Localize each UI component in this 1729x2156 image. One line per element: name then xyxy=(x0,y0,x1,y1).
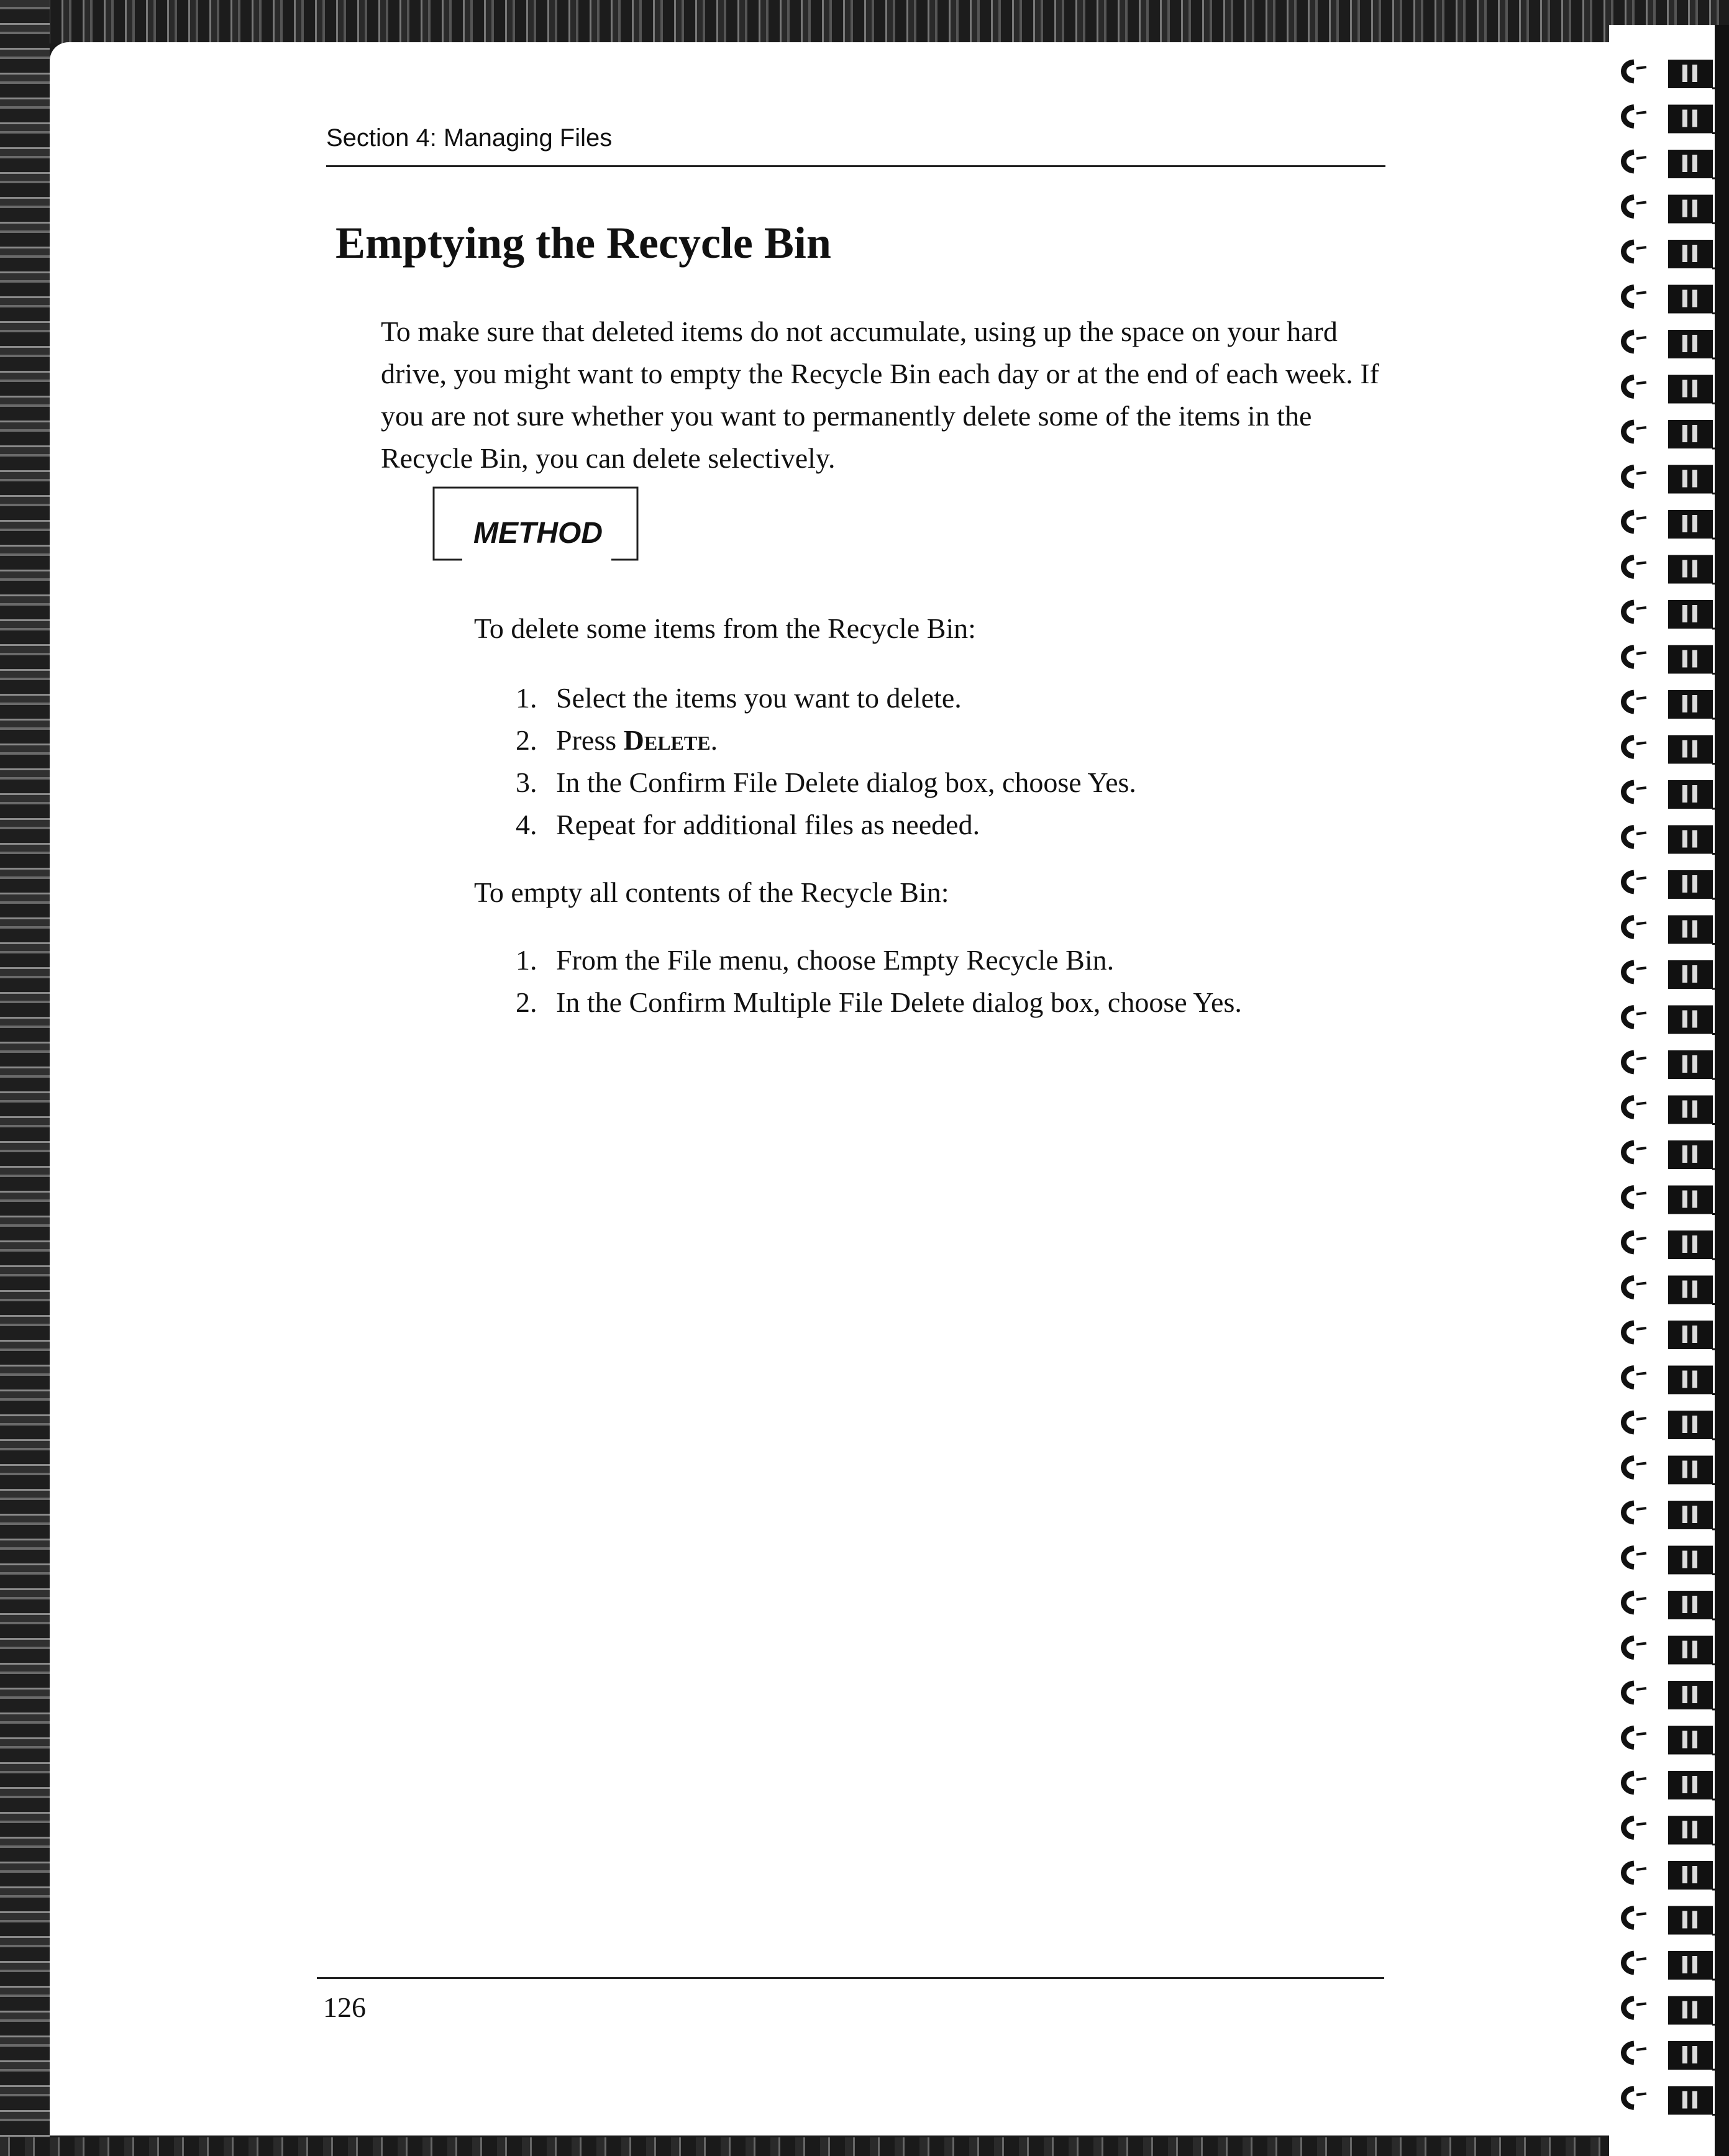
binding-coil-icon xyxy=(1624,510,1725,539)
binding-coil-icon xyxy=(1624,1456,1725,1485)
binding-coil-icon xyxy=(1624,1906,1725,1935)
binding-coil-icon xyxy=(1624,2041,1725,2070)
steps-empty-all xyxy=(516,939,1242,1024)
binding-coil-icon xyxy=(1624,1996,1725,2025)
scan-border-top xyxy=(0,0,1729,43)
page-title: Emptying the Recycle Bin xyxy=(335,218,831,268)
scan-border-left xyxy=(0,0,50,2156)
binding-coil-icon xyxy=(1624,420,1725,448)
binding-coil-icon xyxy=(1624,1140,1725,1169)
binding-coil-icon xyxy=(1624,1006,1725,1034)
list-item: 1. From the File menu, choose Empty Recycle Bin. xyxy=(516,944,1115,976)
binding-coil-icon xyxy=(1624,2086,1725,2115)
list-item: 3. In the Confirm File Delete dialog box, choose Yes. xyxy=(516,766,1136,798)
binding-coil-icon xyxy=(1624,1230,1725,1259)
procedure-lead-delete-some: To delete some items from the Recycle Bin: xyxy=(474,612,976,644)
binding-coil-icon xyxy=(1624,1186,1725,1214)
binding-coil-icon xyxy=(1624,1276,1725,1304)
binding-coil-icon xyxy=(1624,330,1725,358)
delete-key-label: Delete xyxy=(623,724,711,756)
intro-paragraph: To make sure that deleted items do not accumulate, using up the space on your hard drive, you might want to empty the Recycle Bin each day or at the end of each week. If you are not sure whether you want to permanently delete some of the items in the Recycle Bin, you can delete selectively. xyxy=(381,316,1379,474)
list-item: 2. In the Confirm Multiple File Delete dialog box, choose Yes. xyxy=(516,986,1242,1018)
binding-coil-icon xyxy=(1624,916,1725,944)
running-head: Section 4: Managing Files xyxy=(326,124,613,152)
binding-coil-icon xyxy=(1624,555,1725,584)
list-item: 1. Select the items you want to delete. xyxy=(516,682,962,714)
steps-delete-some xyxy=(516,677,1136,846)
list-item: 4. Repeat for additional files as needed. xyxy=(516,809,980,840)
binding-coil-icon xyxy=(1624,960,1725,989)
binding-coil-icon xyxy=(1624,150,1725,178)
page-number: 126 xyxy=(323,1991,366,2023)
binding-coil-icon xyxy=(1624,826,1725,854)
binding-coil-icon xyxy=(1624,1050,1725,1079)
footer-rule xyxy=(317,1977,1384,1979)
method-label: METHOD xyxy=(468,516,608,550)
binding-coil-icon xyxy=(1624,1816,1725,1845)
binding-coil-icon xyxy=(1624,1951,1725,1980)
binding-coil-icon xyxy=(1624,1591,1725,1619)
binding-coil-icon xyxy=(1624,780,1725,809)
binding-coil-icon xyxy=(1624,1861,1725,1890)
binding-coil-icon xyxy=(1624,465,1725,494)
binding-coil-icon xyxy=(1624,690,1725,719)
binding-coil-icon xyxy=(1624,1681,1725,1709)
binding-coil-icon xyxy=(1624,1726,1725,1755)
binding-coil-icon xyxy=(1624,375,1725,404)
binding-coil-icon xyxy=(1624,1546,1725,1575)
binding-coil-icon xyxy=(1624,60,1725,88)
binding-coil-icon xyxy=(1624,870,1725,899)
binding-coil-icon xyxy=(1624,1096,1725,1124)
binding-coil-icon xyxy=(1624,735,1725,764)
binding-coil-icon xyxy=(1624,600,1725,629)
binding-coil-icon xyxy=(1624,1321,1725,1349)
binding-coil-icon xyxy=(1624,285,1725,314)
binding-coil-icon xyxy=(1624,645,1725,674)
binding-coil-icon xyxy=(1624,1411,1725,1439)
list-item: 2. Press Delete. xyxy=(516,724,718,756)
binding-coil-icon xyxy=(1624,240,1725,268)
method-callout xyxy=(431,485,640,562)
header-rule xyxy=(326,165,1385,167)
binding-coil-icon xyxy=(1624,1771,1725,1799)
scan-border-bottom xyxy=(0,2137,1729,2156)
binding-coil-icon xyxy=(1624,1366,1725,1394)
binding-coil-icon xyxy=(1624,195,1725,224)
binding-coil-icon xyxy=(1624,1501,1725,1529)
binding-coil-icon xyxy=(1624,1636,1725,1665)
procedure-lead-empty-all: To empty all contents of the Recycle Bin: xyxy=(474,876,949,908)
spiral-binding xyxy=(1609,25,1729,2156)
binding-coil-icon xyxy=(1624,105,1725,134)
